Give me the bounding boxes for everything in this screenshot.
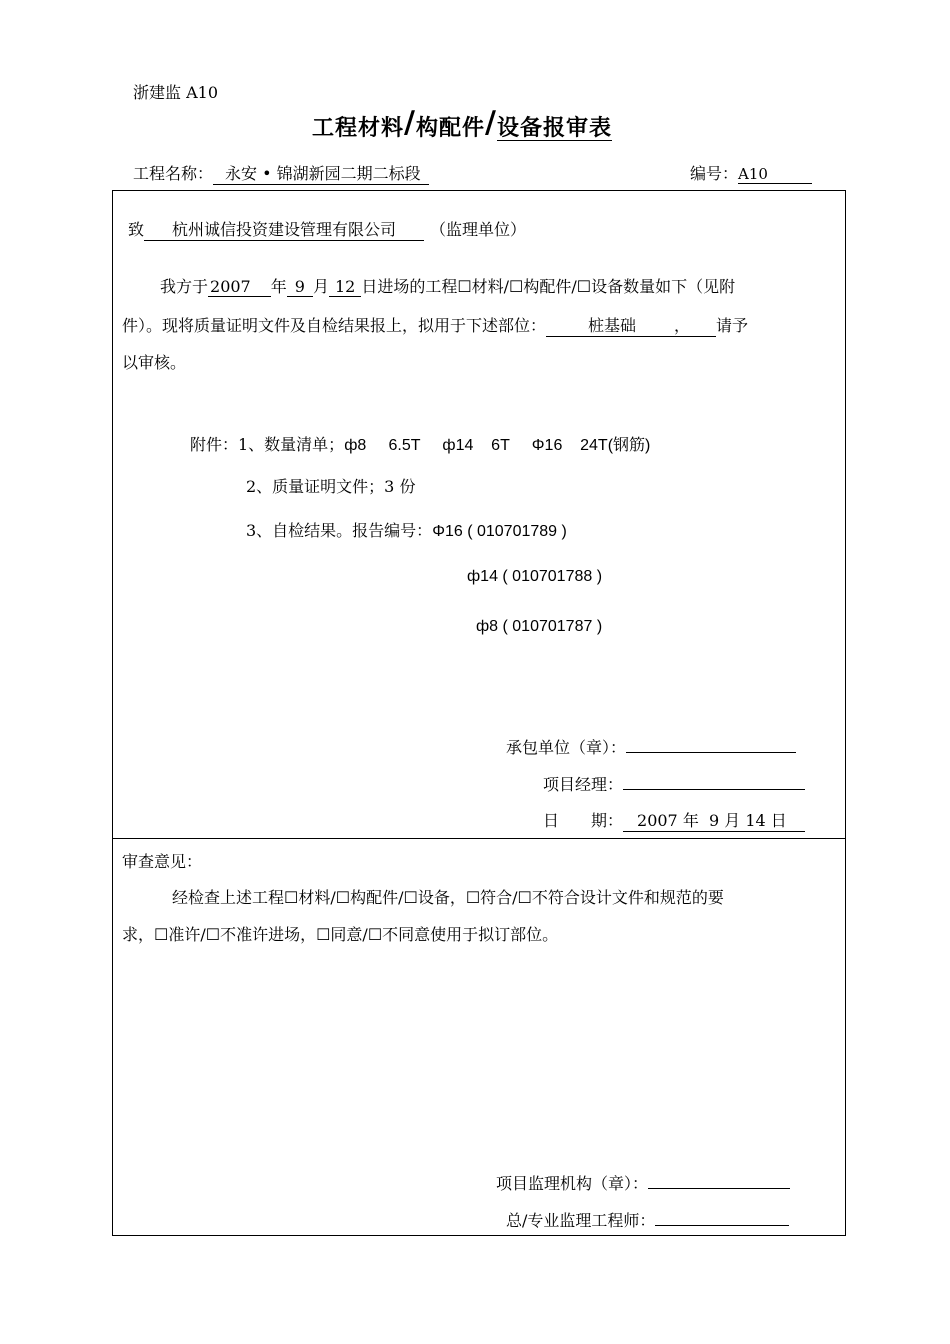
attachment-3 — [246, 518, 567, 541]
entry-year: 2007 — [208, 277, 271, 297]
contractor-seal-field[interactable] — [626, 738, 796, 753]
to-suffix: （监理单位） — [430, 220, 527, 239]
statement-line-1 — [160, 274, 735, 297]
statement-text: 年 — [270, 277, 287, 296]
form-code: 浙建监 A10 — [133, 83, 219, 102]
addressee-row — [128, 217, 526, 241]
manager-row — [543, 772, 805, 795]
report-number-3: ф8 ( 010701787 ) — [476, 618, 603, 635]
statement-text: 月 — [312, 277, 329, 296]
engineer-signature-field[interactable] — [655, 1211, 789, 1226]
review-heading: 审查意见： — [122, 852, 203, 871]
statement-text: 我方于 — [160, 277, 209, 296]
entry-day: 12 — [329, 277, 361, 297]
report-number-2: ф14 ( 010701788 ) — [467, 568, 603, 585]
statement-text: 请予 — [716, 316, 749, 335]
date-value: 2007 年 9 月 14 日 — [623, 808, 805, 832]
title-part2: 构配件 — [415, 115, 485, 141]
engineer-row — [506, 1208, 789, 1231]
number-label: 编号： — [690, 164, 739, 183]
form-frame — [112, 190, 846, 1236]
quantity-list: ф8 6.5T ф14 6T Φ16 24T(钢筋) — [344, 437, 651, 454]
statement-text: 日进场的工程☐材料/☐构配件/☐设备数量如下（见附 — [361, 277, 736, 296]
project-name-row — [133, 161, 429, 185]
section-divider — [112, 838, 846, 839]
report-number-1: Φ16 ( 010701789 ) — [432, 523, 567, 540]
engineer-label: 总/专业监理工程师： — [506, 1211, 656, 1230]
number-row — [690, 161, 812, 184]
attachment-1-label: 附件：1、数量清单； — [190, 435, 345, 454]
statement-line-3: 以审核。 — [122, 353, 187, 372]
statement-line-2 — [122, 313, 748, 337]
date-row — [543, 808, 805, 832]
statement-text: 件）。现将质量证明文件及自检结果报上，拟用于下述部位： — [122, 316, 547, 335]
date-label: 日 期： — [543, 811, 624, 830]
attachment-1 — [190, 432, 650, 455]
manager-label: 项目经理： — [543, 775, 624, 794]
use-location: 桩基础 ， — [546, 313, 716, 337]
project-name: 永安 • 锦湖新园二期二标段 — [213, 161, 429, 185]
attachment-2: 2、质量证明文件；3 份 — [246, 477, 416, 496]
to-company: 杭州诚信投资建设管理有限公司 — [144, 217, 424, 241]
title-slash: / — [404, 105, 416, 140]
review-line-1: 经检查上述工程☐材料/☐构配件/☐设备，☐符合/☐不符合设计文件和规范的要 — [172, 888, 724, 907]
project-label: 工程名称： — [133, 164, 214, 183]
attachment-3-label: 3、自检结果。报告编号： — [246, 521, 433, 540]
number-value: A10 — [738, 165, 812, 184]
supervision-org-label: 项目监理机构（章）： — [496, 1174, 649, 1193]
to-label: 致 — [128, 220, 145, 239]
contractor-seal-row — [506, 735, 796, 758]
title-part1: 工程材料 — [312, 115, 405, 141]
page-title — [312, 105, 612, 143]
manager-signature-field[interactable] — [623, 775, 805, 790]
supervision-seal-field[interactable] — [648, 1174, 790, 1189]
supervision-org-row — [496, 1171, 790, 1194]
title-slash: / — [485, 105, 497, 140]
entry-month: 9 — [287, 277, 313, 297]
contractor-label: 承包单位（章）： — [506, 738, 627, 757]
title-part3: 设备报审表 — [496, 115, 612, 141]
review-line-2: 求，☐准许/☐不准许进场，☐同意/☐不同意使用于拟订部位。 — [122, 925, 559, 944]
